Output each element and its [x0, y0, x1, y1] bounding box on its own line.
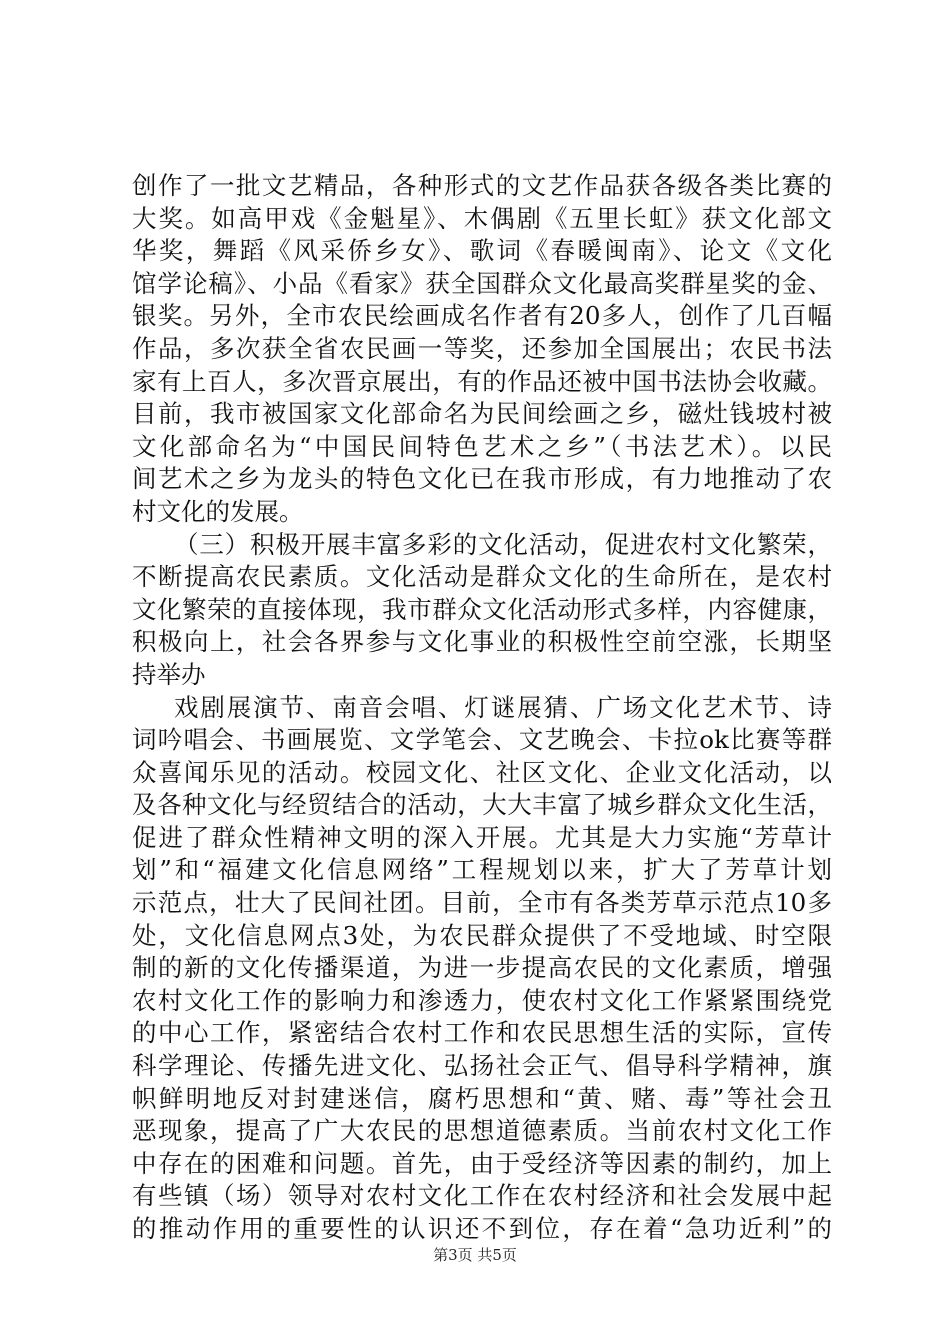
text-line: 文化繁荣的直接体现，我市群众文化活动形式多样，内容健康，: [132, 594, 832, 624]
text-line: 大奖。如高甲戏《金魁星》、木偶剧《五里长虹》获文化部文: [132, 203, 832, 233]
text-line: 及各种文化与经贸结合的活动，大大丰富了城乡群众文化生活，: [132, 790, 832, 820]
text-line: 促进了群众性精神文明的深入开展。尤其是大力实施“芳草计: [132, 822, 832, 852]
text-line: 创作了一批文艺精品，各种形式的文艺作品获各级各类比赛的: [132, 171, 832, 200]
text-line: 间艺术之乡为龙头的特色文化已在我市形成，有力地推动了农: [132, 464, 832, 494]
text-line: 文化部命名为“中国民间特色艺术之乡”（书法艺术）。以民: [132, 431, 832, 461]
text-line: 目前，我市被国家文化部命名为民间绘画之乡，磁灶钱坡村被: [132, 399, 832, 429]
text-line: 持举办: [132, 659, 206, 689]
text-line: 划”和“福建文化信息网络”工程规划以来，扩大了芳草计划: [132, 855, 832, 885]
text-line: 戏剧展演节、南音会唱、灯谜展猜、广场文化艺术节、诗: [174, 692, 832, 722]
paragraph-3: [132, 692, 832, 1246]
text-line: 制的新的文化传播渠道，为进一步提高农民的文化素质，增强: [132, 953, 832, 983]
text-line: 词吟唱会、书画展览、文学笔会、文艺晚会、卡拉ok比赛等群: [132, 725, 832, 755]
text-line: 众喜闻乐见的活动。校园文化、社区文化、企业文化活动，以: [132, 757, 832, 787]
text-line: 馆学论稿》、小品《看家》获全国群众文化最高奖群星奖的金、: [132, 268, 832, 298]
paragraph-1: [132, 170, 832, 529]
text-line: 积极向上，社会各界参与文化事业的积极性空前空涨，长期坚: [132, 627, 832, 657]
text-line: 的推动作用的重要性的认识还不到位，存在着“急功近利”的: [132, 1214, 832, 1243]
text-line: 中存在的困难和问题。首先，由于受经济等因素的制约，加上: [132, 1148, 832, 1178]
text-line: 恶现象，提高了广大农民的思想道德素质。当前农村文化工作: [132, 1116, 832, 1146]
text-line: （三）积极开展丰富多彩的文化活动，促进农村文化繁荣，: [174, 529, 832, 559]
page-number-label: 第3页 共5页: [433, 1246, 517, 1264]
text-line: 华奖，舞蹈《风采侨乡女》、歌词《春暖闽南》、论文《文化: [132, 236, 832, 266]
text-line: 作品，多次获全省农民画一等奖，还参加全国展出；农民书法: [132, 333, 832, 363]
text-line: 家有上百人，多次晋京展出，有的作品还被中国书法协会收藏。: [132, 366, 832, 396]
text-line: 农村文化工作的影响力和渗透力，使农村文化工作紧紧围绕党: [132, 985, 832, 1015]
page-footer: [0, 1245, 950, 1265]
text-line: 帜鲜明地反对封建迷信，腐朽思想和“黄、赌、毒”等社会丑: [132, 1083, 832, 1113]
text-line: 银奖。另外，全市农民绘画成名作者有20多人，创作了几百幅: [132, 301, 832, 331]
document-body: [132, 170, 832, 1246]
text-line: 不断提高农民素质。文化活动是群众文化的生命所在，是农村: [132, 562, 832, 592]
text-line: 处，文化信息网点3处，为农民群众提供了不受地域、时空限: [132, 920, 832, 950]
text-line: 有些镇（场）领导对农村文化工作在农村经济和社会发展中起: [132, 1181, 832, 1211]
text-line: 示范点，壮大了民间社团。目前，全市有各类芳草示范点10多: [132, 888, 832, 918]
text-line: 村文化的发展。: [132, 496, 304, 526]
paragraph-2: [132, 529, 832, 692]
text-line: 科学理论、传播先进文化、弘扬社会正气、倡导科学精神，旗: [132, 1051, 832, 1081]
text-line: 的中心工作，紧密结合农村工作和农民思想生活的实际，宣传: [132, 1018, 832, 1048]
